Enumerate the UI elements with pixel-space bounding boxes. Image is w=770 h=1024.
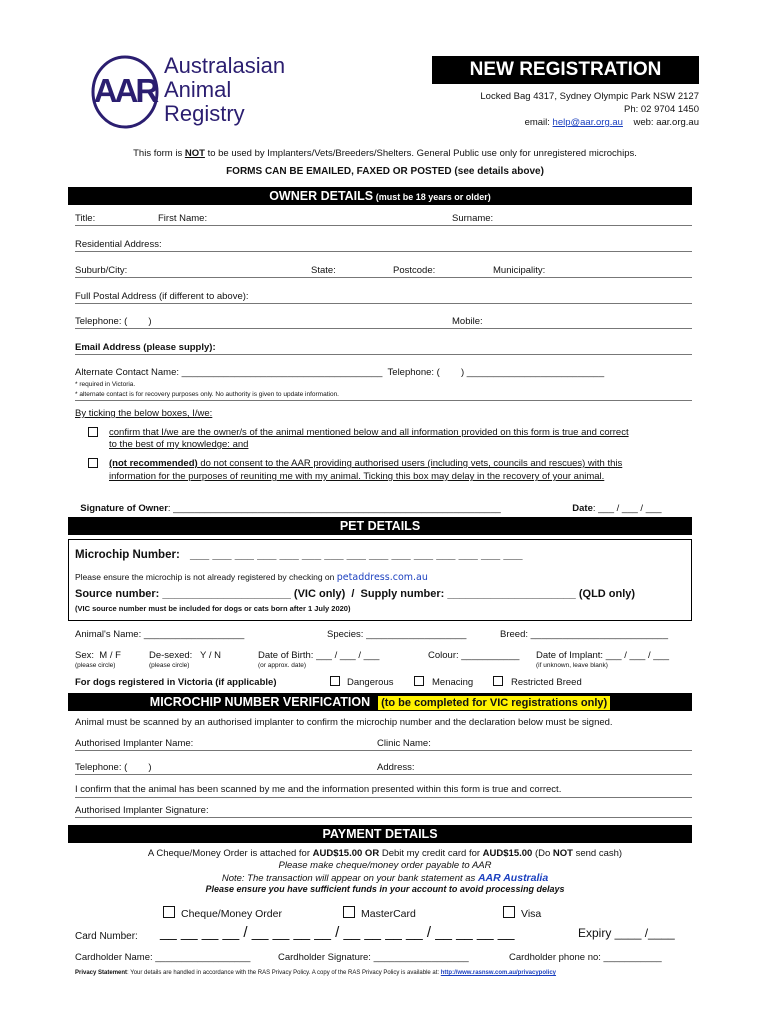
pet-details-header: PET DETAILS bbox=[68, 517, 692, 535]
intro-line1 bbox=[0, 148, 770, 159]
clinic-name-label: Clinic Name: bbox=[377, 738, 431, 749]
municipality-label: Municipality: bbox=[493, 265, 546, 276]
expiry-field[interactable]: Expiry ____ /____ bbox=[578, 926, 675, 940]
visa-label: Visa bbox=[521, 908, 542, 920]
implanter-confirm: I confirm that the animal has been scanned by me and the information presented within this form is true and correct. bbox=[75, 784, 562, 795]
confirm-divider bbox=[75, 797, 692, 798]
cardholder-signature[interactable]: Cardholder Signature: __________________ bbox=[278, 952, 469, 963]
note-required: * required in Victoria. bbox=[75, 381, 136, 388]
cheque-checkbox[interactable] bbox=[163, 906, 175, 918]
intro-not: NOT bbox=[184, 148, 205, 159]
sex[interactable]: Sex: M / F bbox=[75, 650, 121, 661]
payment-line3 bbox=[0, 872, 770, 884]
card-number-blanks[interactable]: __ __ __ __ / __ __ __ __ / __ __ __ __ / __ __ __ __ bbox=[160, 924, 515, 941]
intro-text-a: This form is bbox=[133, 148, 183, 159]
implant-hint: (if unknown, leave blank) bbox=[536, 662, 608, 669]
consent-text-2a-rest: do not consent to the AAR providing authorised users (including vets, councils and rescues) with this bbox=[200, 458, 623, 469]
microchip-blanks[interactable]: ___ ___ ___ ___ ___ ___ ___ ___ ___ ___ ___ ___ ___ ___ ___ bbox=[190, 549, 523, 561]
logo-text-line3: Registry bbox=[164, 101, 245, 126]
cardholder-phone[interactable]: Cardholder phone no: ___________ bbox=[509, 952, 662, 963]
check-note bbox=[75, 572, 428, 583]
mastercard-checkbox[interactable] bbox=[343, 906, 355, 918]
date-line: : ___ / ___ / ___ bbox=[592, 503, 662, 514]
state-label: State: bbox=[311, 265, 336, 276]
ticking-label: By ticking the below boxes, I/we: bbox=[75, 408, 213, 419]
implanter-telephone-label: Telephone: ( ) bbox=[75, 762, 152, 773]
owner-date[interactable] bbox=[567, 492, 662, 514]
payment-details-header: PAYMENT DETAILS bbox=[68, 825, 692, 843]
form-title: NEW REGISTRATION bbox=[432, 56, 699, 84]
intro-line2: FORMS CAN BE EMAILED, FAXED OR POSTED (see details above) bbox=[226, 166, 544, 177]
telephone-label: Telephone: ( ) bbox=[75, 316, 152, 327]
implanter-signature-line[interactable] bbox=[75, 817, 692, 818]
not-recommended: (not recommended) bbox=[109, 458, 198, 469]
postal-label: Full Postal Address (if different to above): bbox=[75, 291, 249, 302]
payment-line3-a: Note: The transaction will appear on your bank statement as bbox=[221, 873, 476, 884]
visa-checkbox[interactable] bbox=[503, 906, 515, 918]
payment-line1 bbox=[0, 848, 770, 859]
payment-line1-d: AUD$15.00 bbox=[482, 848, 533, 859]
org-contact bbox=[525, 117, 699, 128]
email-address-label: Email Address (please supply): bbox=[75, 342, 216, 353]
menacing-label: Menacing bbox=[432, 677, 474, 688]
card-number-label: Card Number: bbox=[75, 931, 138, 942]
implanter-telephone-line[interactable] bbox=[75, 774, 692, 775]
alt-contact-divider bbox=[75, 400, 692, 401]
privacy-statement bbox=[75, 970, 556, 976]
owner-header-text: OWNER DETAILS bbox=[269, 189, 374, 203]
signature-label: Signature of Owner bbox=[80, 503, 168, 514]
logo-letters: AAR bbox=[93, 72, 157, 109]
implanter-name-label: Authorised Implanter Name: bbox=[75, 738, 194, 749]
cheque-label: Cheque/Money Order bbox=[181, 908, 282, 920]
surname-label: Surname: bbox=[452, 213, 494, 224]
dangerous-label: Dangerous bbox=[347, 677, 394, 688]
implanter-name-line[interactable] bbox=[75, 750, 692, 751]
consent-text-2a bbox=[109, 458, 622, 469]
signature-line: : ______________________________________________________________ bbox=[167, 503, 501, 514]
intro-text-b: to be used by Implanters/Vets/Breeders/Shelters. General Public use only for unregistered microchips. bbox=[207, 148, 637, 159]
logo-text-line2: Animal bbox=[164, 77, 232, 102]
implanter-address-label: Address: bbox=[377, 762, 415, 773]
residential-line[interactable] bbox=[75, 251, 692, 252]
email-line[interactable] bbox=[75, 354, 692, 355]
desexed[interactable]: De-sexed: Y / N bbox=[149, 650, 221, 661]
restricted-checkbox[interactable] bbox=[493, 676, 503, 687]
org-phone: Ph: 02 9704 1450 bbox=[623, 104, 699, 115]
consent-text-1a: confirm that I/we are the owner/s of the animal mentioned below and all information provided on this form is true and correct bbox=[109, 427, 629, 438]
mastercard-label: MasterCard bbox=[361, 908, 416, 920]
alt-contact-label: Alternate Contact Name: ______________________________________ Telephone: ( ) __________________________ bbox=[75, 367, 605, 378]
date-of-implant[interactable]: Date of Implant: ___ / ___ / ___ bbox=[536, 650, 670, 661]
owner-details-header bbox=[68, 187, 692, 205]
first-name-label: First Name: bbox=[158, 213, 208, 224]
payment-line3-b: AAR Australia bbox=[477, 872, 549, 884]
postcode-label: Postcode: bbox=[393, 265, 436, 276]
owner-signature[interactable] bbox=[75, 492, 501, 514]
verification-header bbox=[68, 693, 692, 711]
date-label: Date bbox=[572, 503, 593, 514]
breed[interactable]: Breed: __________________________ bbox=[500, 629, 668, 640]
implanter-signature-label: Authorised Implanter Signature: bbox=[75, 805, 209, 816]
org-address: Locked Bag 4317, Sydney Olympic Park NSW 2127 bbox=[480, 91, 699, 102]
source-number-line[interactable]: Source number: _____________________ (VIC only) / Supply number: _____________________ (QLD only) bbox=[75, 588, 636, 600]
check-note-text: Please ensure the microchip is not already registered by checking on bbox=[75, 572, 335, 582]
verification-intro: Animal must be scanned by an authorised implanter to confirm the microchip number and the declaration below must be signed. bbox=[75, 717, 613, 728]
payment-line1-b: AUD$15.00 OR bbox=[312, 848, 380, 859]
title-label: Title: bbox=[75, 213, 96, 224]
dob-hint: (or approx. date) bbox=[258, 662, 307, 669]
desexed-hint: (please circle) bbox=[149, 662, 190, 669]
payment-line1-e: (Do bbox=[534, 848, 551, 859]
email-link[interactable]: help@aar.org.au bbox=[552, 117, 623, 128]
cardholder-name[interactable]: Cardholder Name: __________________ bbox=[75, 952, 251, 963]
email-label: email: bbox=[524, 117, 550, 128]
logo-text-line1: Australasian bbox=[164, 53, 286, 78]
privacy-link[interactable]: http://www.rasnsw.com.au/privacypolicy bbox=[440, 970, 557, 976]
date-of-birth[interactable]: Date of Birth: ___ / ___ / ___ bbox=[258, 650, 380, 661]
animal-name[interactable]: Animal's Name: ___________________ bbox=[75, 629, 245, 640]
suburb-label: Suburb/City: bbox=[75, 265, 128, 276]
menacing-checkbox[interactable] bbox=[414, 676, 424, 687]
postal-line[interactable] bbox=[75, 303, 692, 304]
vic-source-note: (VIC source number must be included for dogs or cats born after 1 July 2020) bbox=[75, 604, 351, 613]
payment-line1-c: Debit my credit card for bbox=[381, 848, 481, 859]
petaddress-link[interactable]: petaddress.com.au bbox=[336, 572, 428, 583]
owner-header-note: (must be 18 years or older) bbox=[375, 192, 491, 202]
consent-text-2b: information for the purposes of reuniting me with my animal. Ticking this box may delay in the recovery of your animal. bbox=[109, 471, 605, 482]
residential-label: Residential Address: bbox=[75, 239, 162, 250]
consent-checkbox-1[interactable] bbox=[88, 427, 98, 438]
verification-header-note: (to be completed for VIC registrations only) bbox=[378, 696, 610, 710]
colour[interactable]: Colour: ___________ bbox=[428, 650, 520, 661]
dangerous-checkbox[interactable] bbox=[330, 676, 340, 687]
telephone-line[interactable] bbox=[75, 328, 692, 329]
web-text: web: aar.org.au bbox=[633, 117, 699, 128]
vic-dogs-label: For dogs registered in Victoria (if applicable) bbox=[75, 677, 277, 688]
logo bbox=[90, 54, 300, 130]
consent-text-1b: to the best of my knowledge: and bbox=[109, 439, 249, 450]
payment-line1-f: NOT bbox=[552, 848, 573, 859]
payment-line2: Please make cheque/money order payable to AAR bbox=[278, 860, 492, 871]
payment-line4: Please ensure you have sufficient funds in your account to avoid processing delays bbox=[205, 884, 565, 894]
name-line[interactable] bbox=[75, 225, 692, 226]
privacy-label: Privacy Statement bbox=[75, 970, 128, 976]
note-alternate: * alternate contact is for recovery purposes only. No authority is given to update information. bbox=[75, 391, 339, 398]
verification-header-text: MICROCHIP NUMBER VERIFICATION bbox=[149, 695, 371, 709]
privacy-text: : Your details are handled in accordance with the RAS Privacy Policy. A copy of the RAS Privacy Policy is available at: bbox=[127, 970, 440, 976]
restricted-label: Restricted Breed bbox=[511, 677, 582, 688]
suburb-line[interactable] bbox=[75, 277, 692, 278]
sex-hint: (please circle) bbox=[75, 662, 116, 669]
species[interactable]: Species: ___________________ bbox=[327, 629, 467, 640]
payment-line1-a: A Cheque/Money Order is attached for bbox=[147, 848, 311, 859]
mobile-label: Mobile: bbox=[452, 316, 483, 327]
microchip-label: Microchip Number: bbox=[75, 549, 180, 561]
consent-checkbox-2[interactable] bbox=[88, 458, 98, 469]
payment-line1-g: send cash) bbox=[575, 848, 623, 859]
